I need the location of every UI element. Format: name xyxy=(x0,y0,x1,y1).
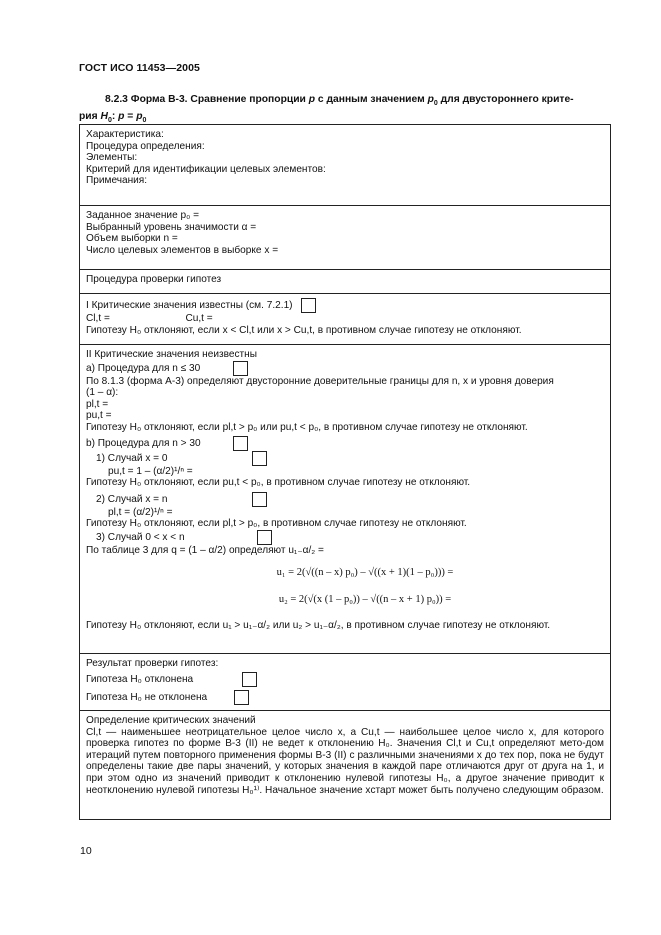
procedure-b-rule: Гипотезу H₀ отклоняют, если u₁ > u₁₋α/₂ или u₂ > u₁₋α/₂, в противном случае гипотезу не отклоняют. xyxy=(86,619,551,631)
case3-label: 3) Случай 0 < x < n xyxy=(96,532,185,544)
result-rejected-label: Гипотеза H₀ отклонена xyxy=(86,673,194,685)
section-title-part: с данным значением xyxy=(315,94,428,105)
symbol-p: p xyxy=(118,111,125,123)
form-b3-table xyxy=(79,124,611,820)
procedure-b-checkbox[interactable] xyxy=(233,436,248,451)
cu-field: Cu,t = xyxy=(185,313,213,324)
section-title-part: для двустороннего крите- xyxy=(437,94,574,105)
block-critical-definition xyxy=(80,711,611,820)
result-not-rejected-label: Гипотеза H₀ не отклонена xyxy=(86,691,208,703)
symbol-subscript-0: 0 xyxy=(107,117,112,125)
critical-values-row xyxy=(86,313,604,325)
known-critical-checkbox[interactable] xyxy=(301,298,316,313)
elements-label: Элементы: xyxy=(86,152,138,164)
u1-formula: u₁ = 2(√((n – x) p₀) – √((x + 1)(1 – p₀))) = xyxy=(276,566,454,578)
p0-field: Заданное значение p₀ = xyxy=(86,210,199,221)
page-number: 10 xyxy=(80,845,92,857)
criterion-label: Критерий для идентификации целевых элементов: xyxy=(86,163,326,175)
table3-text: По таблице 3 для q = (1 – α/2) определяют u₁₋α/₂ = xyxy=(86,544,324,556)
pu-field: pu,t = xyxy=(86,410,112,422)
case1-row xyxy=(86,451,604,466)
procedure-a-text-2: (1 – α): xyxy=(86,387,119,399)
critical-definition-title: Определение критических значений xyxy=(86,715,256,726)
standard-header: ГОСТ ИСО 11453—2005 xyxy=(79,62,200,74)
known-critical-rule: Гипотезу H₀ отклоняют, если x < Cl,t или x > Cu,t, в противном случае гипотезу не отклоняют. xyxy=(86,324,522,336)
case2-row xyxy=(86,492,604,507)
section-heading xyxy=(79,93,609,127)
procedure-a-text: По 8.1.3 (форма A-3) определяют двусторонние доверительные границы для n, x и уровня доверия xyxy=(86,375,554,387)
section-title-part: рия xyxy=(79,111,101,123)
case1-label: 1) Случай x = 0 xyxy=(96,452,168,464)
procedure-a-rule: Гипотезу H₀ отклоняют, если pl,t > p₀ или pu,t < p₀, в противном случае гипотезу не отклоняют. xyxy=(86,421,528,433)
symbol-p0: p xyxy=(427,94,434,105)
case2-rule: Гипотезу H₀ отклоняют, если pl,t > p₀, в противном случае гипотезу не отклоняют. xyxy=(86,518,467,530)
notes-label: Примечания: xyxy=(86,175,148,187)
block-result xyxy=(80,654,611,711)
block-known-critical xyxy=(80,294,611,345)
n-field: Объем выборки n = xyxy=(86,233,178,245)
block-procedure-title xyxy=(80,270,611,294)
critical-definition-text: Cl,t — наименьшее неотрицательное целое число x, а Cu,t — наибольшее целое число x, для которого проверка гипотез по форме B-3 (II) не ведет к отклонению H₀. Значения Cl,t и Cu,t определяют мето-дом итераций путем повторного применения формы B-3 (II) с различными значениями x до тех пор, пока не будут определены такие две пары значений, у которых значения в каждой паре отличаются друг от друга на 1, и при этом одно из значений приводит к отклонению нулевой гипотезы H₀, а другое значение приводит к неотклонению нулевой гипотезы H₀¹⁾. Начальное значение xстарт может быть получено следующим образом. xyxy=(86,726,604,796)
rejected-checkbox[interactable] xyxy=(242,672,257,687)
characteristic-label: Характеристика: xyxy=(86,129,164,140)
case2-checkbox[interactable] xyxy=(252,492,267,507)
result-not-rejected-row xyxy=(86,690,604,705)
case1-equation: pu,t = 1 – (α/2)¹/ⁿ = xyxy=(108,465,193,477)
result-rejected-row xyxy=(86,672,604,687)
not-rejected-checkbox[interactable] xyxy=(234,690,249,705)
procedure-b-row xyxy=(86,436,604,451)
section-title-part: = xyxy=(124,111,137,123)
section-number: 8.2.3 xyxy=(105,94,128,105)
alpha-field: Выбранный уровень значимости α = xyxy=(86,221,257,233)
result-title: Результат проверки гипотез: xyxy=(86,658,219,669)
section-title-part: : xyxy=(111,111,119,123)
cl-field: Cl,t = xyxy=(86,313,110,324)
case2-equation: pl,t = (α/2)¹/ⁿ = xyxy=(108,506,173,518)
block-parameters xyxy=(80,206,611,270)
symbol-H: H xyxy=(100,111,108,123)
procedure-a-checkbox[interactable] xyxy=(233,361,248,376)
case3-checkbox[interactable] xyxy=(257,530,272,545)
procedure-label: Процедура определения: xyxy=(86,140,205,152)
pl-field: pl,t = xyxy=(86,398,109,410)
symbol-subscript-0: 0 xyxy=(433,100,438,108)
symbol-p: p xyxy=(308,94,316,105)
block-characteristic xyxy=(80,125,611,206)
case1-checkbox[interactable] xyxy=(252,451,267,466)
case3-row xyxy=(86,530,604,545)
known-critical-title: I Критические значения известны (см. 7.2.1) xyxy=(86,300,293,312)
symbol-p0: p xyxy=(136,111,143,123)
x-field: Число целевых элементов в выборке x = xyxy=(86,244,279,256)
procedure-title: Процедура проверки гипотез xyxy=(86,274,222,285)
case2-label: 2) Случай x = n xyxy=(96,493,168,505)
known-critical-row xyxy=(86,298,604,313)
unknown-critical-title: II Критические значения неизвестны xyxy=(86,349,257,360)
u2-formula: u₂ = 2(√(x (1 – p₀)) – √((n – x + 1) p₀)) = xyxy=(278,594,452,606)
procedure-a-row xyxy=(86,361,604,376)
procedure-b-label: b) Процедура для n > 30 xyxy=(86,437,201,449)
section-title-part: Форма B-3. Сравнение пропорции xyxy=(130,94,309,105)
symbol-subscript-0: 0 xyxy=(142,117,147,125)
case1-rule: Гипотезу H₀ отклоняют, если pu,t < p₀, в противном случае гипотезу не отклоняют. xyxy=(86,477,471,489)
block-unknown-critical xyxy=(80,345,611,654)
procedure-a-label: а) Процедура для n ≤ 30 xyxy=(86,362,201,374)
